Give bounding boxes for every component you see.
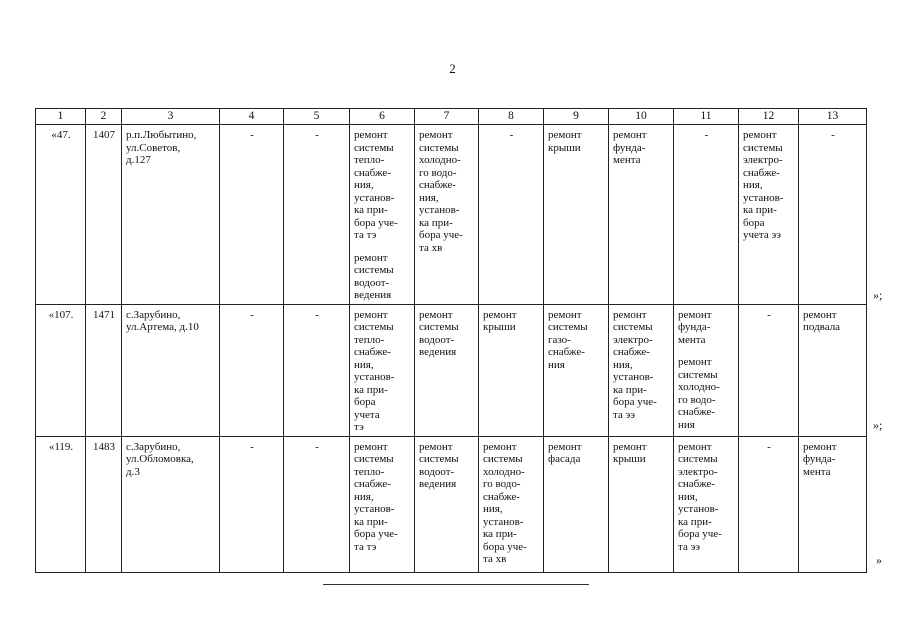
work-item: ремонт системы электро- снабже- ния, установ- ка при- бора учета ээ (743, 129, 784, 241)
house-code-cell: 1483 (86, 436, 122, 572)
col5-cell: - (284, 304, 350, 436)
work-item: ремонт системы водоот- ведения (354, 251, 394, 301)
row-end-quote: »; (873, 288, 883, 302)
header-row (36, 109, 867, 125)
table-row (36, 125, 867, 305)
work-item: ремонт системы тепло- снабже- ния, установ- ка при- бора уче- та тэ (354, 129, 398, 241)
row-number-cell: «47. (36, 125, 86, 305)
col13-cell (799, 436, 867, 572)
header-cell: 9 (544, 109, 609, 125)
house-code-cell: 1471 (86, 304, 122, 436)
repair-schedule-table (35, 108, 867, 573)
header-cell: 7 (415, 109, 479, 125)
col7-cell (415, 436, 479, 572)
work-item: ремонт системы водоот- ведения (419, 308, 459, 358)
header-cell: 1 (36, 109, 86, 125)
work-item: ремонт системы холодно- го водо- снабже- ния (678, 356, 720, 431)
col13-cell (799, 125, 867, 305)
col4-cell: - (220, 304, 284, 436)
address-cell: с.Зарубино, ул.Обломовка, д.3 (122, 436, 220, 572)
col6-cell (350, 436, 415, 572)
work-item: ремонт системы холодно- го водо- снабже- ния, установ- ка при- бора уче- та хв (483, 440, 527, 565)
col8-cell (479, 436, 544, 572)
work-item: - (509, 129, 514, 141)
work-item: ремонт системы электро- снабже- ния, установ- ка при- бора уче- та ээ (678, 440, 722, 553)
work-item: ремонт фунда- мента (613, 129, 647, 166)
work-item: ремонт системы тепло- снабже- ния, установ- ка при- бора учета тэ (354, 308, 395, 433)
work-item: - (831, 129, 835, 141)
col7-cell (415, 304, 479, 436)
col4-cell: - (220, 436, 284, 572)
work-item: - (704, 129, 709, 141)
footer-rule (323, 584, 589, 585)
header-cell: 5 (284, 109, 350, 125)
col5-cell: - (284, 436, 350, 572)
address-cell: р.п.Любытино, ул.Советов, д.127 (122, 125, 220, 305)
col12-cell (739, 436, 799, 572)
work-item: ремонт системы тепло- снабже- ния, установ- ка при- бора уче- та тэ (354, 440, 398, 553)
col11-cell (674, 304, 739, 436)
work-item: ремонт крыши (483, 308, 517, 333)
col8-cell (479, 304, 544, 436)
header-cell: 12 (739, 109, 799, 125)
col12-cell (739, 125, 799, 305)
header-cell: 11 (674, 109, 739, 125)
col9-cell (544, 304, 609, 436)
row-number-cell: «119. (36, 436, 86, 572)
address-cell: с.Зарубино, ул.Артема, д.10 (122, 304, 220, 436)
work-item: ремонт крыши (613, 440, 647, 465)
work-item: - (767, 440, 771, 453)
col10-cell (609, 436, 674, 572)
header-cell: 2 (86, 109, 122, 125)
col11-cell (674, 436, 739, 572)
col4-cell: - (220, 125, 284, 305)
work-item: - (767, 308, 771, 321)
header-cell: 10 (609, 109, 674, 125)
col13-cell (799, 304, 867, 436)
header-cell: 8 (479, 109, 544, 125)
col9-cell (544, 436, 609, 572)
header-cell: 6 (350, 109, 415, 125)
col11-cell (674, 125, 739, 305)
work-item: ремонт подвала (803, 308, 841, 333)
header-cell: 13 (799, 109, 867, 125)
col10-cell (609, 125, 674, 305)
col10-cell (609, 304, 674, 436)
page-number: 2 (449, 61, 456, 76)
work-item: ремонт системы газо- снабже- ния (548, 308, 588, 371)
row-end-quote: »; (873, 418, 883, 432)
work-item: ремонт фунда- мента (803, 440, 837, 478)
house-code-cell: 1407 (86, 125, 122, 305)
table-row (36, 436, 867, 572)
col6-cell (350, 304, 415, 436)
header-cell: 3 (122, 109, 220, 125)
col8-cell (479, 125, 544, 305)
header-cell: 4 (220, 109, 284, 125)
row-number-cell: «107. (36, 304, 86, 436)
table-row (36, 304, 867, 436)
work-item: ремонт системы электро- снабже- ния, установ- ка при- бора уче- та ээ (613, 308, 657, 421)
col12-cell (739, 304, 799, 436)
work-item: ремонт фасада (548, 440, 582, 465)
work-item: ремонт фунда- мента (678, 308, 712, 346)
work-item: ремонт крыши (548, 129, 582, 154)
col7-cell (415, 125, 479, 305)
work-item: ремонт системы водоот- ведения (419, 440, 459, 490)
work-item: ремонт системы холодно- го водо- снабже- ния, установ- ка при- бора уче- та хв (419, 129, 463, 254)
row-end-quote: » (876, 553, 882, 567)
col5-cell: - (284, 125, 350, 305)
col9-cell (544, 125, 609, 305)
col6-cell (350, 125, 415, 305)
